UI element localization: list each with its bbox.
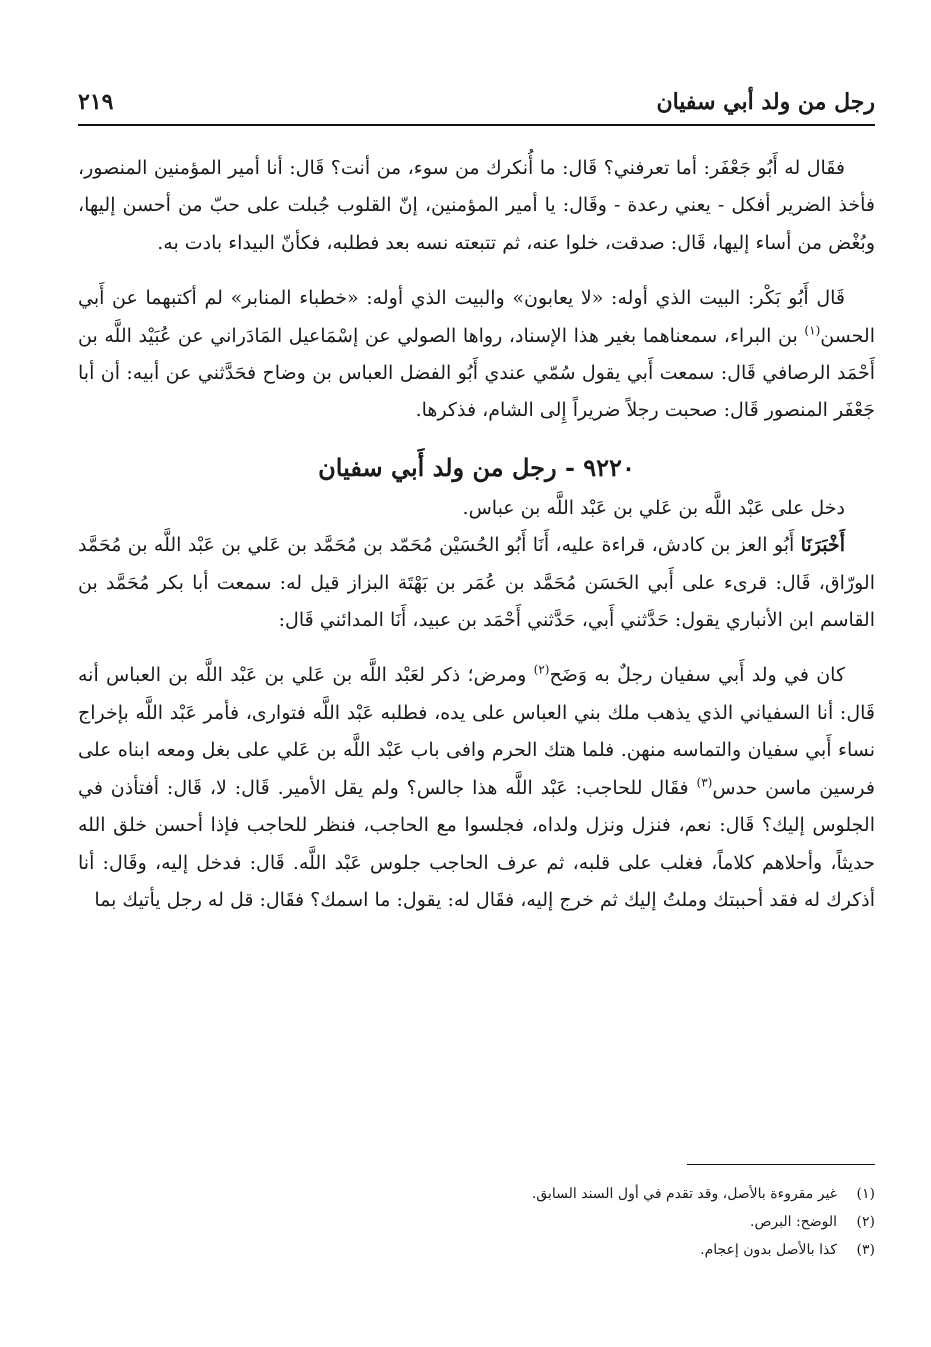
footnote-text: كذا بالأصل بدون إعجام. xyxy=(700,1242,837,1258)
section-title: ٩٢٢٠ - رجل من ولد أَبي سفيان xyxy=(318,452,635,482)
footnote-number: (٢) xyxy=(856,1214,875,1230)
footnote-ref-2: (٢) xyxy=(533,663,550,678)
footnote-ref-3: (٣) xyxy=(696,775,713,790)
footnote xyxy=(78,1208,875,1236)
footnote-number: (٣) xyxy=(856,1242,875,1258)
footnote-text: غير مقروءة بالأصل، وقد تقدم في أول السند السابق. xyxy=(531,1186,837,1202)
main-text xyxy=(78,150,875,919)
footnote xyxy=(78,1236,875,1264)
header-rule xyxy=(78,124,875,126)
running-title: رجل من ولد أبي سفيان xyxy=(656,89,875,115)
running-header xyxy=(78,84,875,120)
footnotes xyxy=(78,1180,875,1264)
isnad-lead: أَخْبَرَنَا xyxy=(800,534,845,557)
footnote-rule xyxy=(687,1164,875,1165)
paragraph-3: دخل على عَبْد اللَّه بن عَلي بن عَبْد اللَّه بن عباس. xyxy=(462,496,845,519)
footnote-number: (١) xyxy=(856,1186,875,1202)
paragraph-5: كان في ولد أَبي سفيان رجلٌ به وَضَح$^{(٢)}$ ومرض؛ ذكر لعَبْد اللَّه بن عَلي بن عَبْد اللَّه بن العباس أنه قَال: أنا السفياني الذي يذهب ملك بني العباس على يده، فطلبه عَبْد اللَّه فتوارى، فأمر عَبْد اللَّه بإخراج نساء أَبي سفيان والتماسه منهن. فلما هتك الحرم وافى باب عَبْد اللَّه بن عَلي على بغل ومعه ابناه على فرسين ماسن حدس$^{(٣)}$ فقَال للحاجب: عَبْد اللَّه هذا جالس؟ ولم يقل الأمير. قَال: لا، قَال: أفتأذن في الجلوس إليك؟ قَال: نعم، فنزل ونزل ولداه، فجلسوا مع الحاجب، فنظر للحاجب فإذا أحسن خلق الله حديثاً، وأحلاهم كلاماً، فغلب على قلبه، ثم عرف الحاجب جلوس عَبْد اللَّه. قَال: فدخل إليه، وقَال: أنا أذكرك له فقد أحببتك وملتُ إليك ثم خرج إليه، فقَال له: يقول: ما اسمك؟ فقَال: قل له رجل يأتيك بما xyxy=(78,663,875,911)
book-page xyxy=(78,0,875,1347)
paragraph-2: قَال أَبُو بَكْر: البيت الذي أوله: «لا يعابون» والبيت الذي أوله: «خطباء المنابر» لم أكتبهما عن أَبي الحسن$^{(١)}$ بن البراء، سمعناهما بغير هذا الإسناد، رواها الصولي عن إسْمَاعيل المَادَراني عن عُبَيْد اللَّه بن أَحْمَد الرصافي قَال: سمعت أَبي يقول سُمّي عندي أَبُو الفضل العباس بن وضاح فحَدَّثني عن أبيه: أن أبا جَعْفَر المنصور قَال: صحبت رجلاً ضريراً إِلى الشام، فذكرها. xyxy=(78,287,875,422)
footnote-ref-1: (١) xyxy=(804,323,821,338)
paragraph-4: أَخْبَرَنَا أَبُو العز بن كادش، قراءة عليه، أَنَا أَبُو الحُسَيْن مُحَمّد بن مُحَمَّد بن عَلي بن عَبْد اللَّه بن مُحَمَّد الورّاق، قَال: قرىء على أَبي الحَسَن مُحَمَّد بن عُمَر بن بَهْتَة البزاز قيل له: سمعت أبا بكر مُحَمَّد بن القاسم ابن الأنباري يقول: حَدَّثني أَبي، حَدَّثني أَحْمَد بن عبيد، أَنَا المدائني قَال: xyxy=(78,534,875,632)
footnote xyxy=(78,1180,875,1208)
footnote-text: الوضح: البرص. xyxy=(750,1214,837,1230)
paragraph-1: فقَال له أَبُو جَعْفَر: أما تعرفني؟ قَال: ما أُنكرك من سوء، من أنت؟ قَال: أنا أمير المؤمنين المنصور، فأخذ الضرير أفكل - يعني رعدة - وقَال: يا أمير المؤمنين، إنّ القلوب جُبلت على حبّ من أحسن إليها، وبُغْض من أساء إليها، قَال: صدقت، خلوا عنه، ثم تتبعته نسه بعد فطلبه، فكأنّ البيداء بادت به. xyxy=(78,157,875,254)
page-number: ٢١٩ xyxy=(78,89,114,115)
